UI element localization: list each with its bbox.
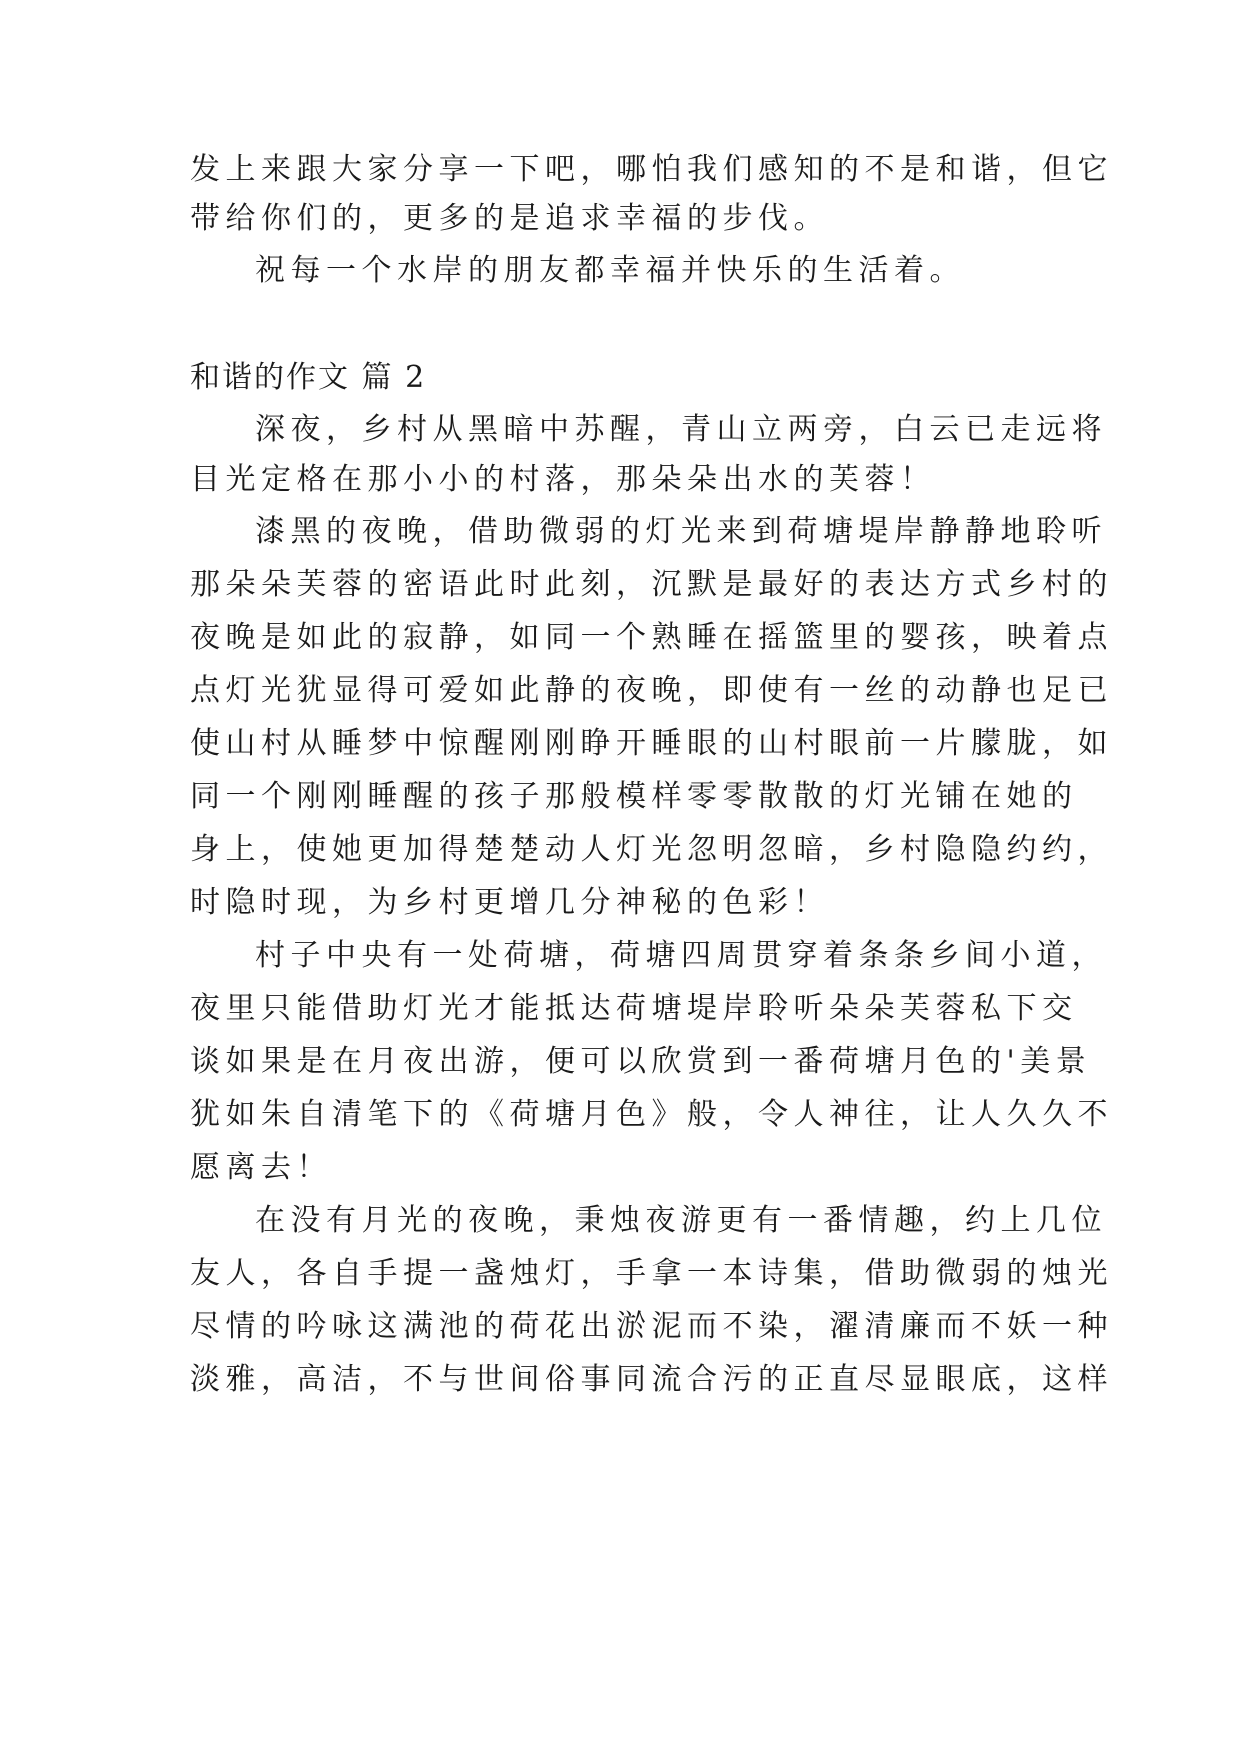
text-line: 同一个刚刚睡醒的孩子那般模样零零散散的灯光铺在她的 [190, 779, 1078, 814]
text-line: 点灯光犹显得可爱如此静的夜晚，即使有一丝的动静也足已 [190, 673, 1113, 708]
text-line: 村子中央有一处荷塘，荷塘四周贯穿着条条乡间小道， [255, 938, 1107, 973]
text-line: 夜晚是如此的寂静，如同一个熟睡在摇篮里的婴孩，映着点 [190, 620, 1113, 655]
text-line: 祝每一个水岸的朋友都幸福并快乐的生活着。 [255, 253, 965, 288]
text-line: 愿离去！ [190, 1150, 332, 1185]
text-line: 犹如朱自清笔下的《荷塘月色》般，令人神往，让人久久不 [190, 1097, 1113, 1132]
text-line: 尽情的吟咏这满池的荷花出淤泥而不染，濯清廉而不妖一种 [190, 1309, 1113, 1344]
text-line: 夜里只能借助灯光才能抵达荷塘堤岸聆听朵朵芙蓉私下交 [190, 991, 1078, 1026]
text-line: 发上来跟大家分享一下吧，哪怕我们感知的不是和谐，但它 [190, 152, 1113, 187]
text-line: 深夜，乡村从黑暗中苏醒，青山立两旁，白云已走远将 [255, 412, 1107, 447]
text-line: 使山村从睡梦中惊醒刚刚睁开睡眼的山村眼前一片朦胧，如 [190, 726, 1113, 761]
section-heading: 和谐的作文 篇 2 [190, 360, 427, 395]
text-line: 友人，各自手提一盏烛灯，手拿一本诗集，借助微弱的烛光 [190, 1256, 1113, 1291]
text-line: 带给你们的，更多的是追求幸福的步伐。 [190, 201, 829, 236]
text-line: 目光定格在那小小的村落，那朵朵出水的芙蓉！ [190, 462, 936, 497]
text-line: 谈如果是在月夜出游，便可以欣赏到一番荷塘月色的'美景 [190, 1044, 1092, 1079]
text-line: 淡雅，高洁，不与世间俗事同流合污的正直尽显眼底，这样 [190, 1362, 1113, 1397]
text-line: 在没有月光的夜晚，秉烛夜游更有一番情趣，约上几位 [255, 1203, 1107, 1238]
text-line: 时隐时现，为乡村更增几分神秘的色彩！ [190, 885, 829, 920]
text-line: 漆黑的夜晚，借助微弱的灯光来到荷塘堤岸静静地聆听 [255, 514, 1107, 549]
text-line: 身上，使她更加得楚楚动人灯光忽明忽暗，乡村隐隐约约， [190, 832, 1113, 867]
text-line: 那朵朵芙蓉的密语此时此刻，沉默是最好的表达方式乡村的 [190, 567, 1113, 602]
